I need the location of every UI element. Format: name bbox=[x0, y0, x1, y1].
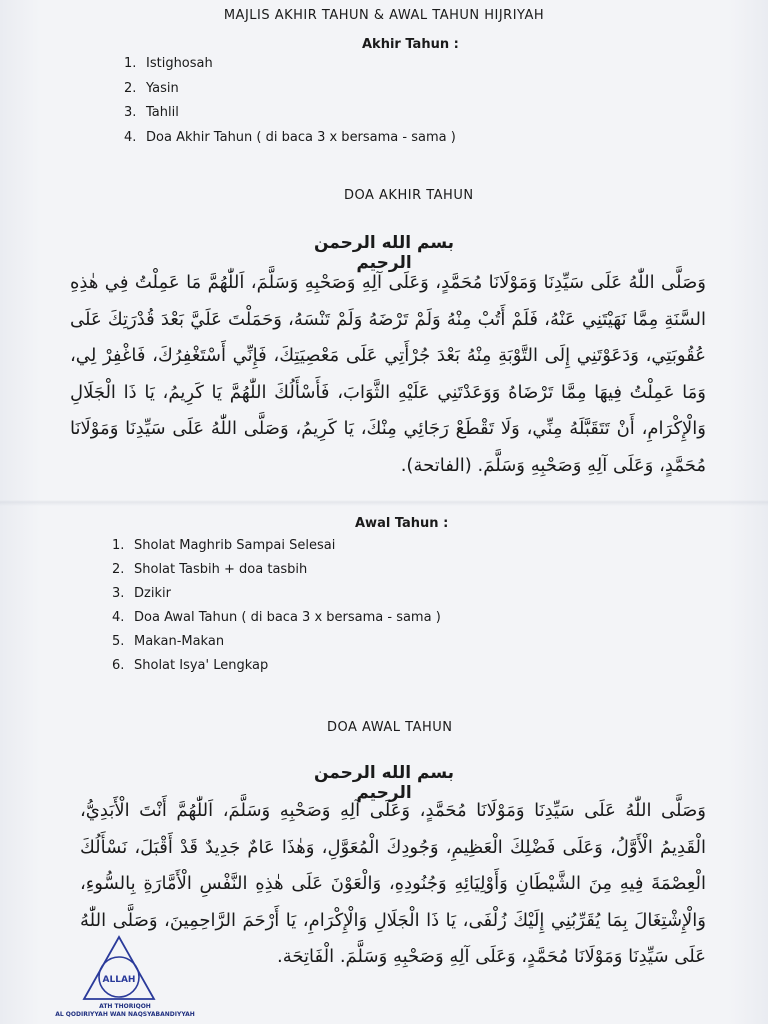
doa-awal-tahun-text: وَصَلَّى اللّٰهُ عَلَى سَيِّدِنَا وَمَوْلَانَا مُحَمَّدٍ، وَعَلَى آلِهِ وَصَحْبِهِ وَسَلَّمَ، اَللّٰهُمَّ أَنْتَ الْأَبَدِيُّ، الْقَدِيمُ الْأَوَّلُ، وَعَلَى فَضْلِكَ الْعَظِيمِ، وَجُودِكَ الْمُعَوَّلِ، وَهٰذَا عَامٌ جَدِيدٌ قَدْ أَقْبَلَ، نَسْأَلُكَ الْعِصْمَةَ فِيهِ مِنَ الشَّيْطَانِ وَأَوْلِيَائِهِ وَجُنُودِهِ، وَالْعَوْنَ عَلَى هٰذِهِ النَّفْسِ الْأَمَّارَةِ بِالسُّوءِ، وَالْإِشْتِغَالَ بِمَا يُقَرِّبُنِي إِلَيْكَ زُلْفَى، يَا ذَا الْجَلَالِ وَالْإِكْرَامِ، يَا أَرْحَمَ الرَّاحِمِينَ، وَصَلَّى اللّٰهُ عَلَى سَيِّدِنَا وَمَوْلَانَا مُحَمَّدٍ، وَعَلَى آلِهِ وَصَحْبِهِ وَسَلَّمَ. الْفَاتِحَة. bbox=[80, 800, 706, 967]
list-item: 4. Doa Akhir Tahun ( di baca 3 x bersama - sama ) bbox=[124, 129, 456, 145]
basmala-akhir: بسم الله الرحمن الرحيم bbox=[313, 233, 455, 273]
list-item: 5. Makan-Makan bbox=[112, 634, 225, 649]
list-item: 3. Dzikir bbox=[112, 586, 171, 601]
akhir-tahun-heading: Akhir Tahun : bbox=[362, 37, 459, 52]
akhir-tahun-list bbox=[124, 56, 456, 154]
awal-tahun-heading: Awal Tahun : bbox=[355, 516, 449, 531]
basmala-awal: بسم الله الرحمن الرحيم bbox=[313, 763, 455, 803]
doa-awal-tahun-title: DOA AWAL TAHUN bbox=[327, 720, 453, 735]
page-title: MAJLIS AKHIR TAHUN & AWAL TAHUN HIJRIYAH bbox=[223, 8, 545, 23]
svg-text:ALLAH: ALLAH bbox=[102, 975, 136, 985]
organization-logo-icon bbox=[82, 935, 156, 1001]
list-item: 3. Tahlil bbox=[124, 105, 179, 120]
list-item: 2. Yasin bbox=[124, 80, 179, 96]
organization-name: ATH THORIQOH AL QODIRIYYAH WAN NAQSYABANDIYYAH bbox=[55, 1003, 195, 1018]
doa-akhir-tahun-title: DOA AKHIR TAHUN bbox=[344, 188, 474, 203]
list-item: 4. Doa Awal Tahun ( di baca 3 x bersama - sama ) bbox=[112, 610, 441, 625]
list-item: 1. Istighosah bbox=[124, 56, 213, 71]
list-item: 2. Sholat Tasbih + doa tasbih bbox=[112, 562, 308, 577]
list-item: 6. Sholat Isya' Lengkap bbox=[112, 658, 269, 673]
awal-tahun-list bbox=[112, 538, 441, 682]
doa-akhir-tahun-text: وَصَلَّى اللّٰهُ عَلَى سَيِّدِنَا وَمَوْلَانَا مُحَمَّدٍ، وَعَلَى آلِهِ وَصَحْبِهِ وَسَلَّمَ، اَللّٰهُمَّ مَا عَمِلْتُ فِي هٰذِهِ السَّنَةِ مِمَّا نَهَيْتَنِي عَنْهُ، فَلَمْ أَتُبْ مِنْهُ وَلَمْ تَرْضَهُ وَلَمْ تَنْسَهُ، وَحَمَلْتَ عَلَيَّ بَعْدَ قُدْرَتِكَ عَلَى عُقُوبَتِي، وَدَعَوْتَنِي إِلَى التَّوْبَةِ مِنْهُ بَعْدَ جُرْأَتِي عَلَى مَعْصِيَتِكَ، فَإِنِّي أَسْتَغْفِرُكَ، فَاغْفِرْ لِي، وَمَا عَمِلْتُ فِيهَا مِمَّا تَرْضَاهُ وَوَعَدْتَنِي عَلَيْهِ الثَّوَابَ، فَأَسْأَلُكَ اللّٰهُمَّ يَا كَرِيمُ، يَا ذَا الْجَلَالِ وَالْإِكْرَامِ، أَنْ تَتَقَبَّلَهُ مِنِّي، وَلَا تَقْطَعْ رَجَائِي مِنْكَ، يَا كَرِيمُ، وَصَلَّى اللّٰهُ عَلَى سَيِّدِنَا وَمَوْلَانَا مُحَمَّدٍ، وَعَلَى آلِهِ وَصَحْبِهِ وَسَلَّمَ. (الفاتحة). bbox=[70, 272, 706, 476]
list-item: 1. Sholat Maghrib Sampai Selesai bbox=[112, 538, 336, 553]
